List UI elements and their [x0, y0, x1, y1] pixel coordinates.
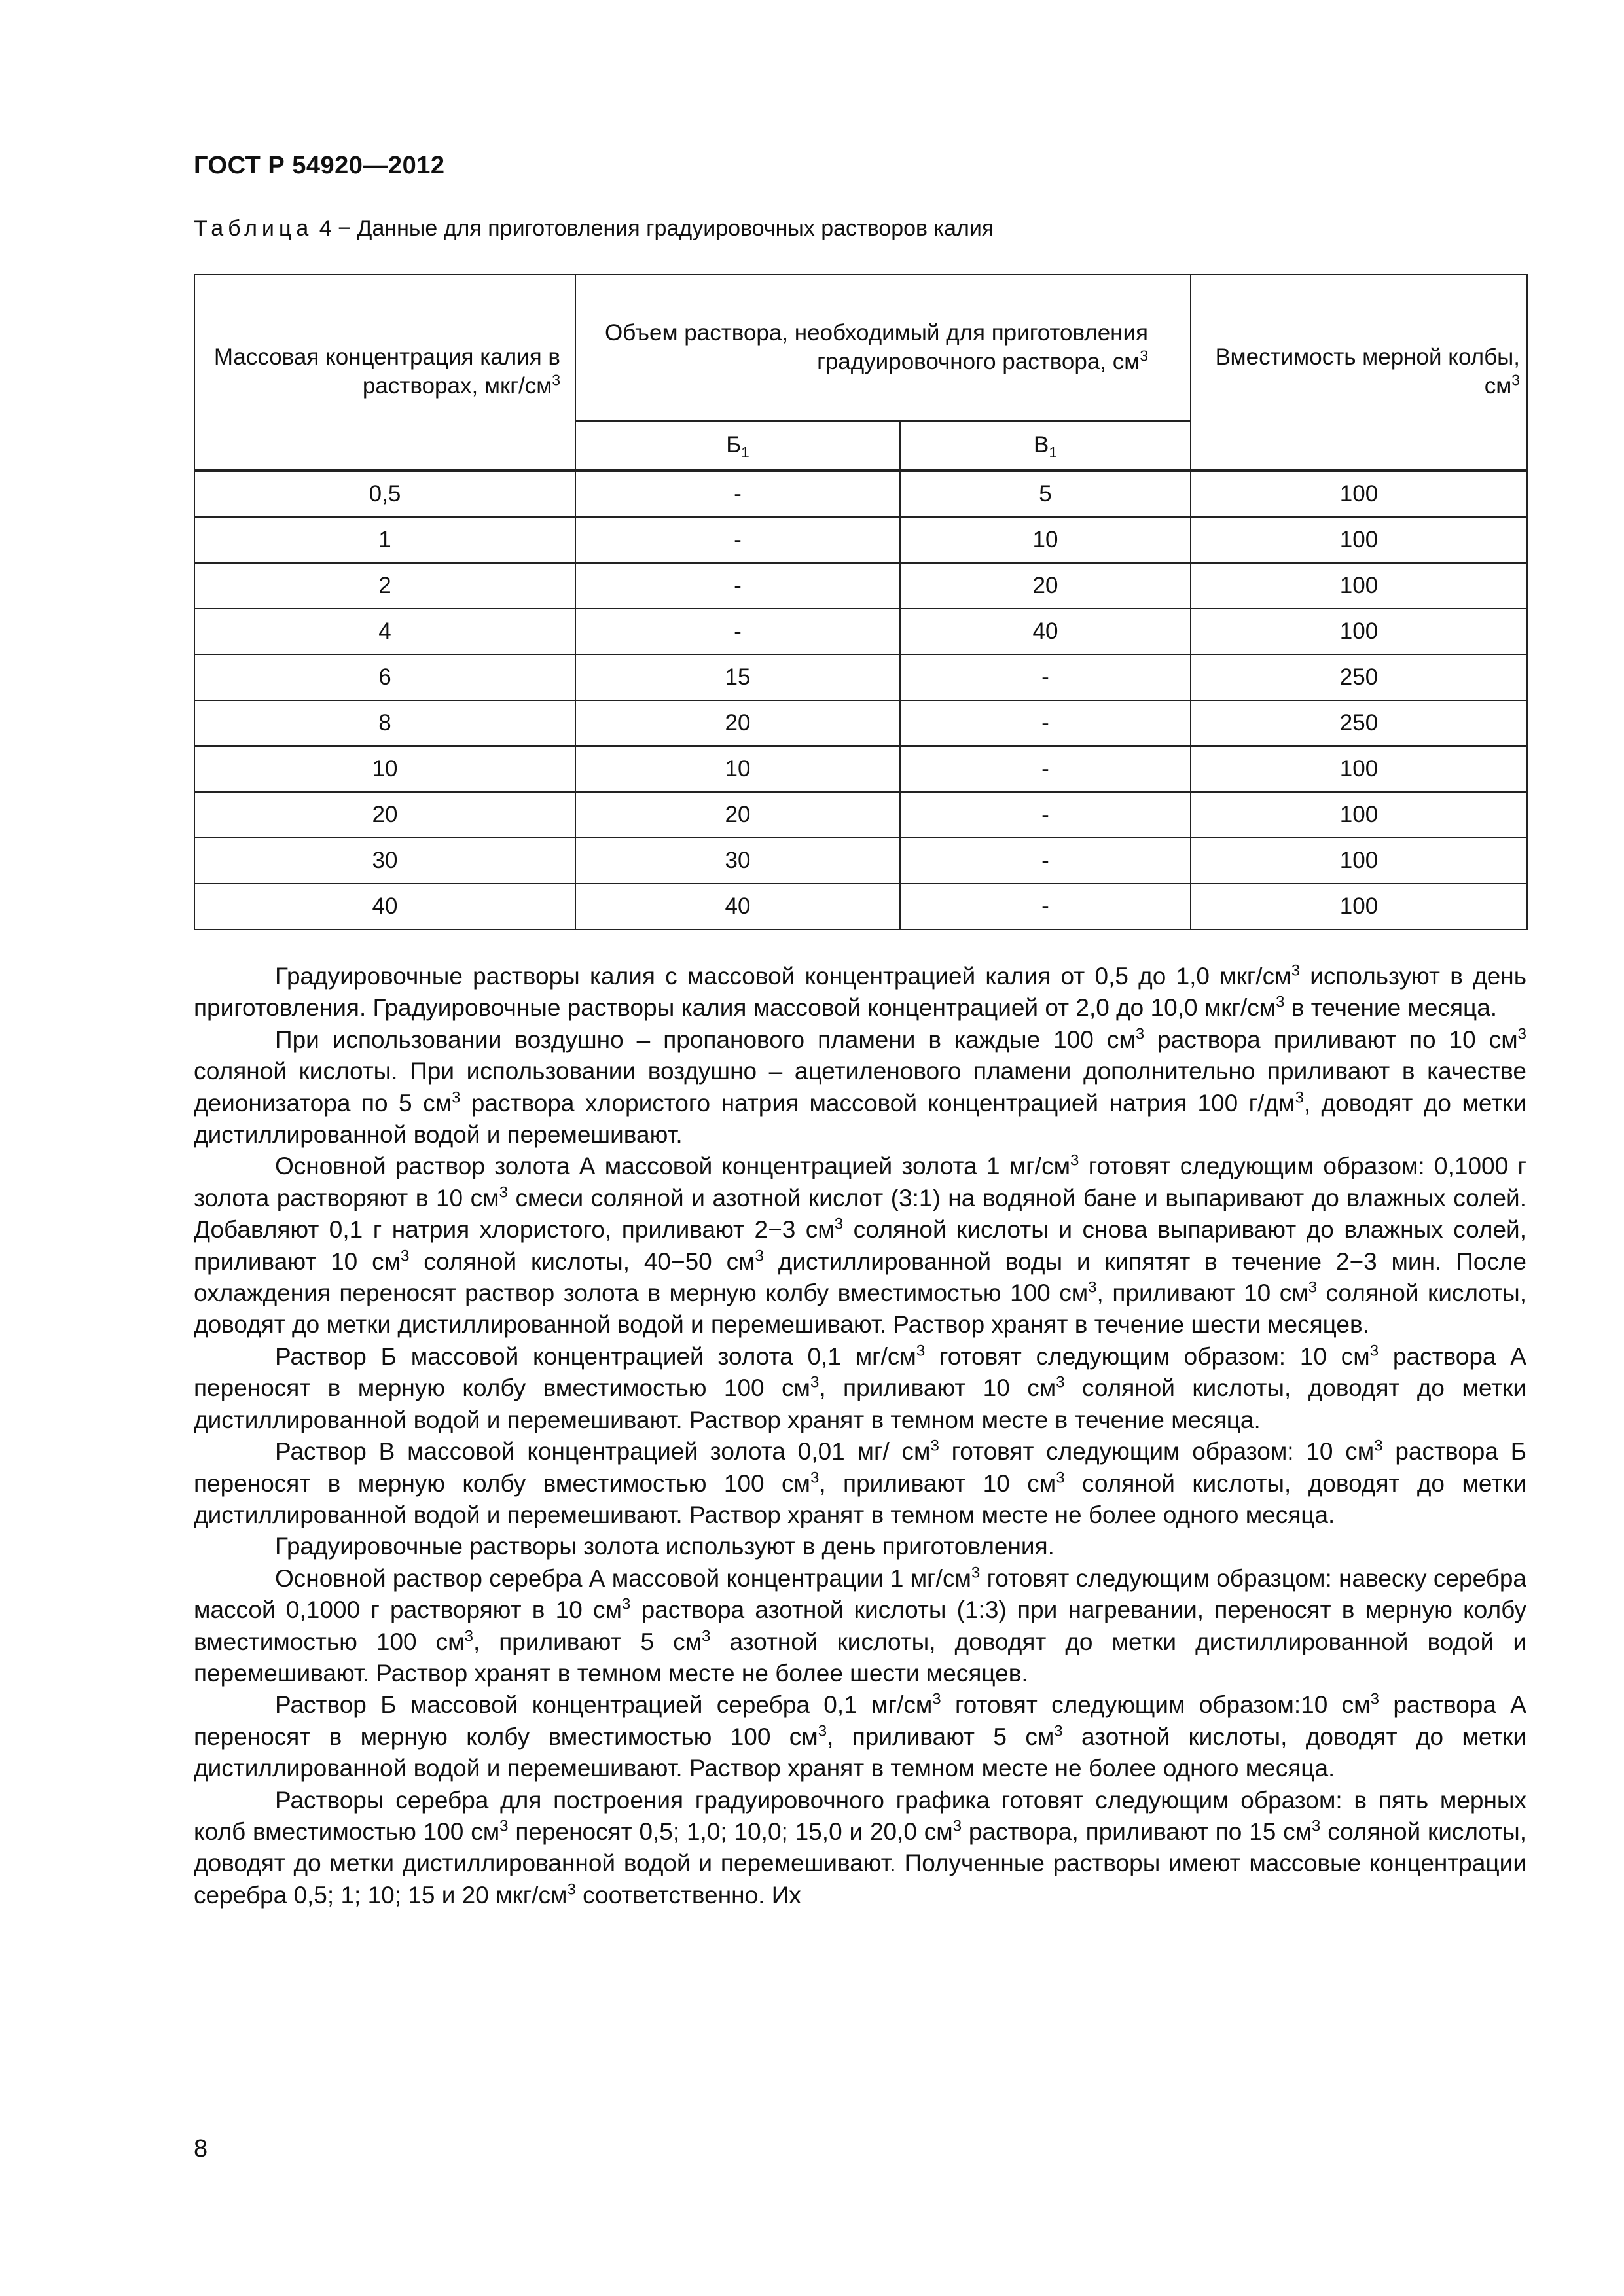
table-cell: - [900, 792, 1191, 838]
paragraph: Градуировочные растворы калия с массовой концентрацией калия от 0,5 до 1,0 мкг/$см^3$ используют в день приготовления. Градуировочные растворы калия массовой концентрацией от 2,0 до 10,0 мкг/$см^3$ в течение месяца. [194, 961, 1527, 1022]
table-cell: 6 [194, 655, 575, 700]
table-row [194, 517, 1527, 563]
table-row [194, 746, 1527, 792]
table-cell: 1 [194, 517, 575, 563]
table-row [194, 884, 1527, 929]
table-body [194, 471, 1527, 930]
paragraph: Основной раствор серебра А массовой концентрации 1 $мг/см^3$ готовят следующим образцом: навеску серебра массой 0,1000 г растворяют в 10 $см^3$ раствора азотной кислоты (1:3) при нагревании, переносят в мерную колбу вместимостью 100 $см^3$, приливают 5 $см^3$ азотной кислоты, доводят до метки дистиллированной водой и перемешивают. Раствор хранят в темном месте не более шести месяцев. [194, 1564, 1526, 1687]
col-header-volume: Объем раствора, необходимый для приготовления градуировочного раствора, $см^3$ [575, 274, 1191, 421]
table-cell: 20 [575, 792, 900, 838]
table-cell: 100 [1191, 792, 1527, 838]
table-cell: 100 [1191, 746, 1527, 792]
table-row [194, 563, 1527, 609]
paragraph: Раствор Б массовой концентрацией серебра 0,1 $мг/см^3$ готовят следующим образом:10 $см^3$ раствора А переносят в мерную колбу вместимостью 100 $см^3$, приливают 5 $см^3$ азотной кислоты, доводят до метки дистиллированной водой и перемешивают. Раствор хранят в темном месте не более одного месяца. [194, 1691, 1527, 1782]
col-header-flask-capacity: Вместимость мерной колбы, $см^3$ [1191, 274, 1527, 471]
table-cell: 5 [900, 471, 1191, 518]
table-row [194, 700, 1527, 746]
table-cell: 20 [900, 563, 1191, 609]
table-cell: - [900, 655, 1191, 700]
paragraph: Растворы серебра для построения градуировочного графика готовят следующим образом: в пять мерных колб вместимостью 100 $см^3$ переносят 0,5; 1,0; 10,0; 15,0 и 20,0 $см^3$ раствора, приливают по 15 $см^3$ соляной кислоты, доводят до метки дистиллированной водой и перемешивают. Полученные растворы имеют массовые концентрации серебра 0,5; 1; 10; 15 и 20 мкг/$см^3$ соответственно. Их [194, 1786, 1526, 1909]
paragraph: Основной раствор золота А массовой концентрацией золота 1 $мг/см^3$ готовят следующим образом: 0,1000 г золота растворяют в 10 $см^3$ смеси соляной и азотной кислот (3:1) на водяной бане и выпаривают до влажных солей. Добавляют 0,1 г натрия хлористого, приливают 2−3 $см^3$ соляной кислоты и снова выпаривают до влажных солей, приливают 10 $см^3$ соляной кислоты, 40−50 $см^3$ дистиллированной воды и кипятят в течение 2−3 мин. После охлаждения переносят раствор золота в мерную колбу вместимостью 100 $см^3$, приливают 10 $см^3$ соляной кислоты, доводят до метки дистиллированной водой и перемешивают. Раствор хранят в течение шести месяцев. [194, 1152, 1526, 1338]
table-caption [194, 216, 994, 242]
table-cell: - [575, 517, 900, 563]
table-cell: 10 [575, 746, 900, 792]
table-cell: - [900, 746, 1191, 792]
table-cell: 100 [1191, 517, 1527, 563]
table-cell: - [575, 471, 900, 518]
table-cell: - [575, 563, 900, 609]
table-row [194, 609, 1527, 655]
document-code: ГОСТ Р 54920—2012 [194, 152, 445, 179]
table-cell: 100 [1191, 609, 1527, 655]
subheader-b1: $Б_1$ [575, 421, 900, 471]
table-cell: 10 [900, 517, 1191, 563]
table-cell: - [575, 609, 900, 655]
table-cell: 100 [1191, 884, 1527, 929]
subheader-v1: $В_1$ [900, 421, 1191, 471]
table-cell: 4 [194, 609, 575, 655]
table-row [194, 838, 1527, 884]
paragraph: При использовании воздушно – пропанового пламени в каждые 100 $см^3$ раствора приливают по 10 $см^3$ соляной кислоты. При использовании воздушно – ацетиленового пламени дополнительно приливают в качестве деионизатора по 5 $см^3$ раствора хлористого натрия массовой концентрацией натрия 100 $г/дм^3$, доводят до метки дистиллированной водой и перемешивают. [194, 1025, 1527, 1149]
table-cell: - [900, 700, 1191, 746]
table-cell: 250 [1191, 655, 1527, 700]
paragraph: Раствор Б массовой концентрацией золота 0,1 $мг/см^3$ готовят следующим образом: 10 $см^3$ раствора А переносят в мерную колбу вместимостью 100 $см^3$, приливают 10 $см^3$ соляной кислоты, доводят до метки дистиллированной водой и перемешивают. Раствор хранят в темном месте в течение месяца. [194, 1342, 1527, 1433]
table-cell: 30 [194, 838, 575, 884]
table-cell: 40 [575, 884, 900, 929]
table-cell: 40 [194, 884, 575, 929]
paragraph: Градуировочные растворы золота используют в день приготовления. [275, 1533, 1055, 1560]
table-caption-title: − Данные для приготовления градуировочных растворов калия [331, 216, 994, 241]
table-cell: 40 [900, 609, 1191, 655]
table-cell: 8 [194, 700, 575, 746]
table-cell: - [900, 838, 1191, 884]
potassium-solutions-table [194, 274, 1528, 930]
table-cell: 30 [575, 838, 900, 884]
table-cell: 0,5 [194, 471, 575, 518]
table-cell: 100 [1191, 471, 1527, 518]
table-cell: 15 [575, 655, 900, 700]
table-cell: 100 [1191, 838, 1527, 884]
table-cell: 20 [575, 700, 900, 746]
body-text [194, 961, 1526, 1911]
table-row [194, 792, 1527, 838]
table-cell: 20 [194, 792, 575, 838]
table-caption-label: Таблица [194, 216, 314, 241]
paragraph: Раствор В массовой концентрацией золота 0,01 мг/ $см^3$ готовят следующим образом: 10 $см^3$ раствора Б переносят в мерную колбу вместимостью 100 $см^3$, приливают 10 $см^3$ соляной кислоты, доводят до метки дистиллированной водой и перемешивают. Раствор хранят в темном месте не более одного месяца. [194, 1437, 1527, 1528]
table-cell: - [900, 884, 1191, 929]
table-caption-number: 4 [319, 216, 332, 241]
table-cell: 100 [1191, 563, 1527, 609]
table-row [194, 471, 1527, 518]
table-row [194, 655, 1527, 700]
table-cell: 250 [1191, 700, 1527, 746]
table-cell: 2 [194, 563, 575, 609]
table-cell: 10 [194, 746, 575, 792]
col-header-concentration: Массовая концентрация калия в растворах, мкг/$см^3$ [194, 274, 575, 471]
page-number: 8 [194, 2135, 208, 2162]
